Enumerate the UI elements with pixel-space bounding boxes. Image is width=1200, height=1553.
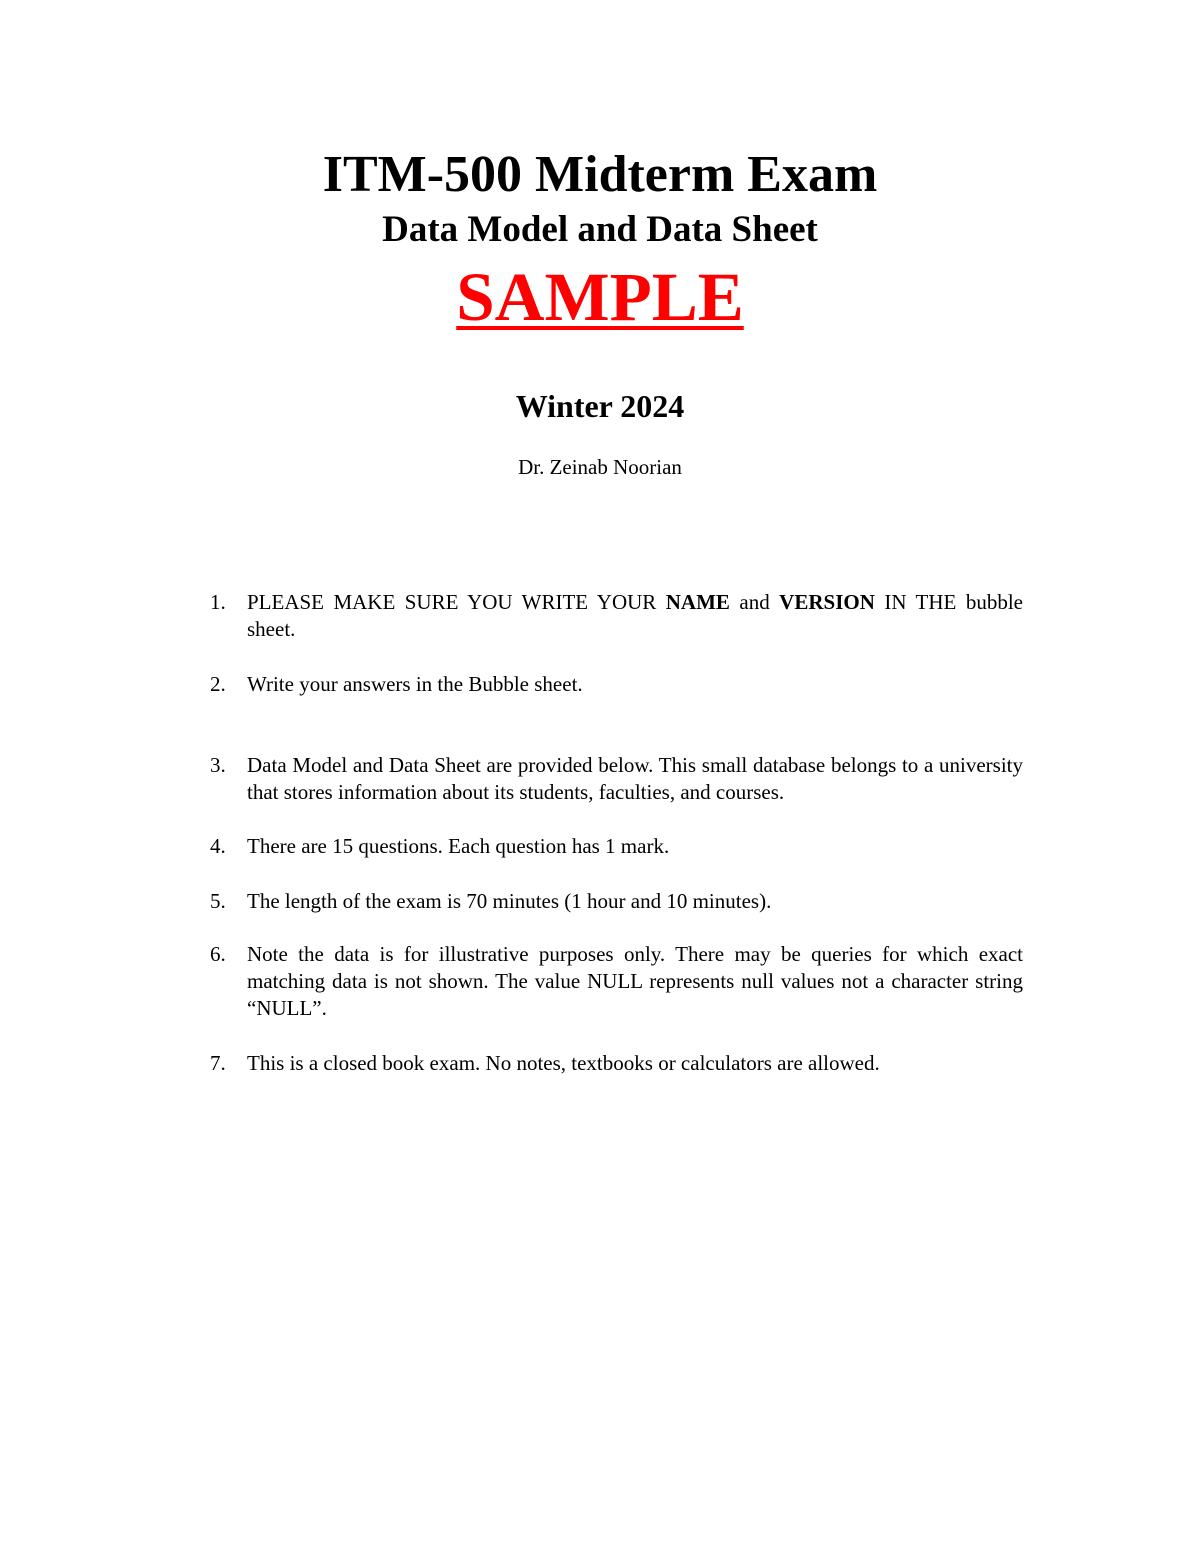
instruction-number: 3.: [210, 753, 226, 777]
instruction-text: There are 15 questions. Each question has 1 mark.: [247, 834, 670, 858]
exam-author: Dr. Zeinab Noorian: [518, 455, 682, 479]
page-title: ITM-500 Midterm Exam: [322, 146, 878, 203]
instruction-text-part: and: [729, 590, 780, 614]
sample-label: SAMPLE: [456, 259, 744, 335]
instruction-number: 6.: [210, 942, 226, 966]
instruction-number: 4.: [210, 834, 226, 858]
instruction-number: 5.: [210, 889, 226, 913]
instruction-text: The length of the exam is 70 minutes (1 hour and 10 minutes).: [247, 889, 772, 913]
exam-term: Winter 2024: [515, 388, 685, 424]
version-emphasis: VERSION: [779, 590, 875, 614]
instruction-number: 1.: [210, 590, 226, 614]
instruction-text: This is a closed book exam. No notes, textbooks or calculators are allowed.: [247, 1051, 880, 1075]
name-emphasis: NAME: [665, 590, 730, 614]
instruction-text: Write your answers in the Bubble sheet.: [247, 672, 583, 696]
page-subtitle: Data Model and Data Sheet: [382, 209, 818, 250]
instruction-text-part: PLEASE MAKE SURE YOU WRITE YOUR: [247, 590, 666, 614]
instruction-number: 2.: [210, 672, 226, 696]
instruction-number: 7.: [210, 1051, 226, 1075]
instruction-text: Data Model and Data Sheet are provided below. This small database belongs to a university that stores information about its students, faculties, and courses.: [247, 753, 1023, 804]
instruction-text-part: IN THE bubble sheet.: [247, 590, 1023, 641]
instruction-text: Note the data is for illustrative purposes only. There may be queries for which exact matching data is not shown. The value NULL represents null values not a character string “NULL”.: [247, 942, 1023, 1020]
instruction-text: [247, 589, 1023, 643]
